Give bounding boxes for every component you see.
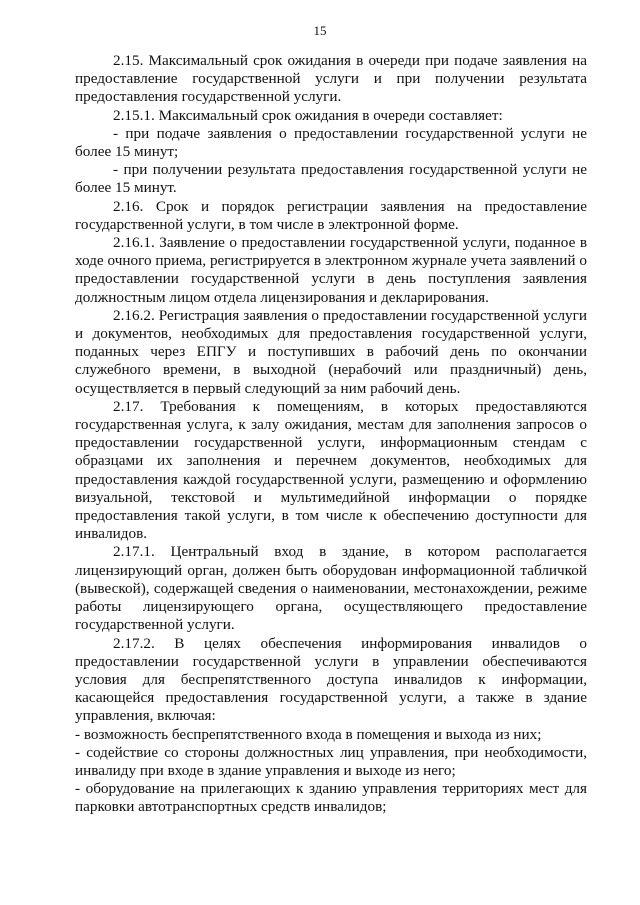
paragraph-item-submission-wait: - при подаче заявления о предоставлении государственной услуги не более 15 минут; <box>75 124 587 161</box>
paragraph-2-16-1: 2.16.1. Заявление о предоставлении государственной услуги, поданное в ходе очного приема, регистрируется в электронном журнале учета заявлений о предоставлении государственной услуги в день поступления заявления должностным лицом отдела лицензирования и декларирования. <box>75 234 587 306</box>
bullet-item-parking: - оборудование на прилегающих к зданию управления территориях мест для парковки автотранспортных средств инвалидов; <box>75 780 587 816</box>
paragraph-2-16: 2.16. Срок и порядок регистрации заявления на предоставление государственной услуги, в том числе в электронной форме. <box>75 197 587 233</box>
paragraph-2-17-1: 2.17.1. Центральный вход в здание, в котором располагается лицензирующий орган, должен быть оборудован информационной табличкой (вывеской), содержащей сведения о наименовании, местонахождении, режиме работы лицензирующего органа, осуществляющего предоставление государственной услуги. <box>75 543 587 634</box>
paragraph-2-16-2: 2.16.2. Регистрация заявления о предоставлении государственной услуги и документов, необходимых для предоставления государственной услуги, поданных через ЕПГУ и поступивших в рабочий день по окончании служебного времени, в выходной (нерабочий или праздничный) день, осуществляется в первый следующий за ним рабочий день. <box>75 306 587 397</box>
bullet-item-assistance: - содействие со стороны должностных лиц управления, при необходимости, инвалиду при входе в здание управления и выходе из него; <box>75 743 587 779</box>
paragraph-2-15-1: 2.15.1. Максимальный срок ожидания в очереди составляет: <box>113 106 503 124</box>
paragraph-2-17: 2.17. Требования к помещениям, в которых предоставляются государственная услуга, к залу ожидания, местам для заполнения запросов о предоставлении государственной услуги, информационным стендам с образцами их заполнения и перечнем документов, необходимых для предоставления каждой государственной услуги, размещению и оформлению визуальной, текстовой и мультимедийной информации о порядке предоставления такой услуги, в том числе к обеспечению доступности для инвалидов. <box>75 397 587 543</box>
document-body <box>75 52 587 817</box>
paragraph-item-result-wait: - при получении результата предоставления государственной услуги не более 15 минут. <box>75 161 587 197</box>
paragraph-2-17-2: 2.17.2. В целях обеспечения информирования инвалидов о предоставлении государственной услуги в управлении обеспечиваются условия для беспрепятственного доступа инвалидов к информации, касающейся предоставления государственной услуги, а также в здание управления, включая: <box>75 634 587 725</box>
bullet-item-access: - возможность беспрепятственного входа в помещения и выхода из них; <box>75 725 542 743</box>
page-number: 15 <box>313 23 327 38</box>
paragraph-2-15: 2.15. Максимальный срок ожидания в очереди при подаче заявления на предоставление государственной услуги и при получении результата предоставления государственной услуги. <box>75 52 587 106</box>
